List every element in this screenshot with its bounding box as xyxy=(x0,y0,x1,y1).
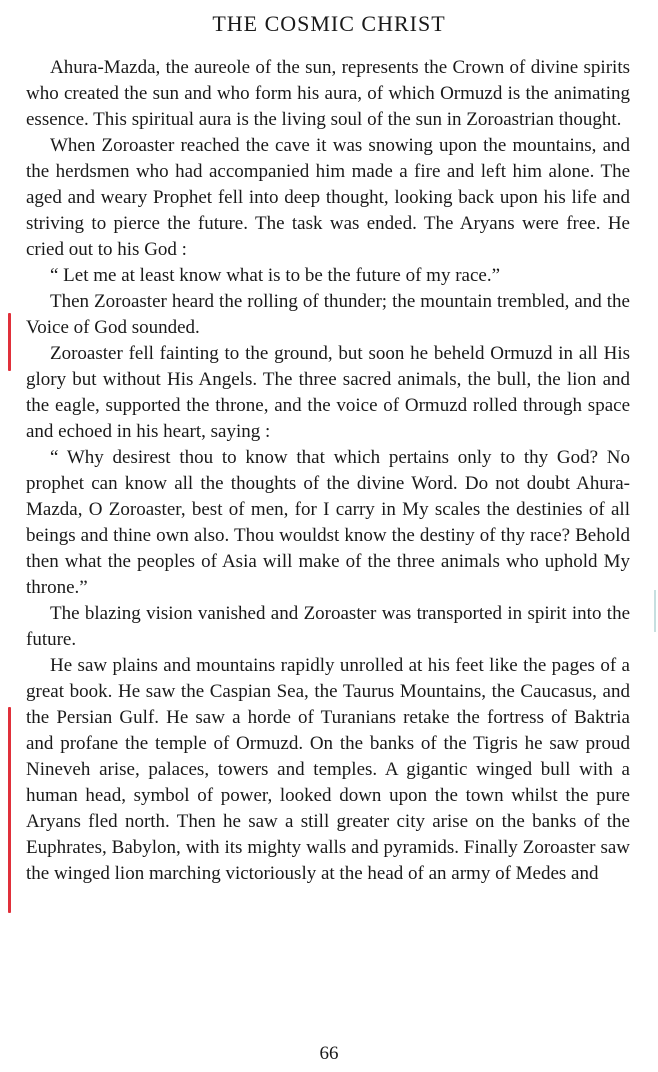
paragraph-vision-vanished: The blazing vision vanished and Zoroaster was transported in spirit into the future. xyxy=(26,603,630,650)
paragraph-prayer-quote: “ Let me at least know what is to be the future of my race.” xyxy=(50,265,501,286)
margin-marker-lower xyxy=(8,707,11,913)
margin-marker-upper xyxy=(8,313,11,371)
paragraph-future-vision: He saw plains and mountains rapidly unrolled at his feet like the pages of a great book. He saw the Caspian Sea, the Taurus Mountains, the Caucasus, and the Persian Gulf. He saw a horde of Turanians retake the fortress of Baktria and profane the temple of Ormuzd. On the banks of the Tigris he saw proud Nineveh arise, palaces, towers and temples. A gigantic winged bull with a human head, symbol of power, looked down upon the town whilst the pure Aryans fled north. Then he saw a still greater city arise on the banks of the Euphrates, Babylon, with its mighty walls and pyramids. Finally Zoroaster saw the winged lion marching victoriously at the head of an army of Medes and xyxy=(26,655,630,884)
page-number: 66 xyxy=(319,1043,339,1064)
paragraph-divine-speech: “ Why desirest thou to know that which pertains only to thy God? No prophet can know all the thoughts of the divine Word. Do not doubt Ahura-Mazda, O Zoroaster, best of men, for I carry in My scales the destinies of all beings and thine own also. Thou wouldst know the destiny of thy race? Behold then what the peoples of Asia will make of the three animals who uphold My throne.” xyxy=(26,447,630,598)
paragraph-ormuzd-throne: Zoroaster fell fainting to the ground, but soon he beheld Ormuzd in all His glory but without His Angels. The three sacred animals, the bull, the lion and the eagle, supported the throne, and the voice of Ormuzd rolled through space and echoed in his heart, saying : xyxy=(26,343,630,442)
scan-edge-artifact xyxy=(654,590,656,632)
paragraph-ahura-mazda: Ahura-Mazda, the aureole of the sun, represents the Crown of divine spirits who created the sun and who form his aura, of which Ormuzd is the animating essence. This spiritual aura is the living soul of the sun in Zoroastrian thought. xyxy=(26,57,630,130)
body-text xyxy=(26,55,630,887)
paragraph-cave: When Zoroaster reached the cave it was snowing upon the mountains, and the herdsmen who had accompanied him made a fire and left him alone. The aged and weary Prophet fell into deep thought, looking back upon his life and striving to pierce the future. The task was ended. The Aryans were free. He cried out to his God : xyxy=(26,135,630,260)
running-title: THE COSMIC CHRIST xyxy=(212,11,446,36)
paragraph-thunder: Then Zoroaster heard the rolling of thunder; the mountain trembled, and the Voice of God sounded. xyxy=(26,291,630,338)
